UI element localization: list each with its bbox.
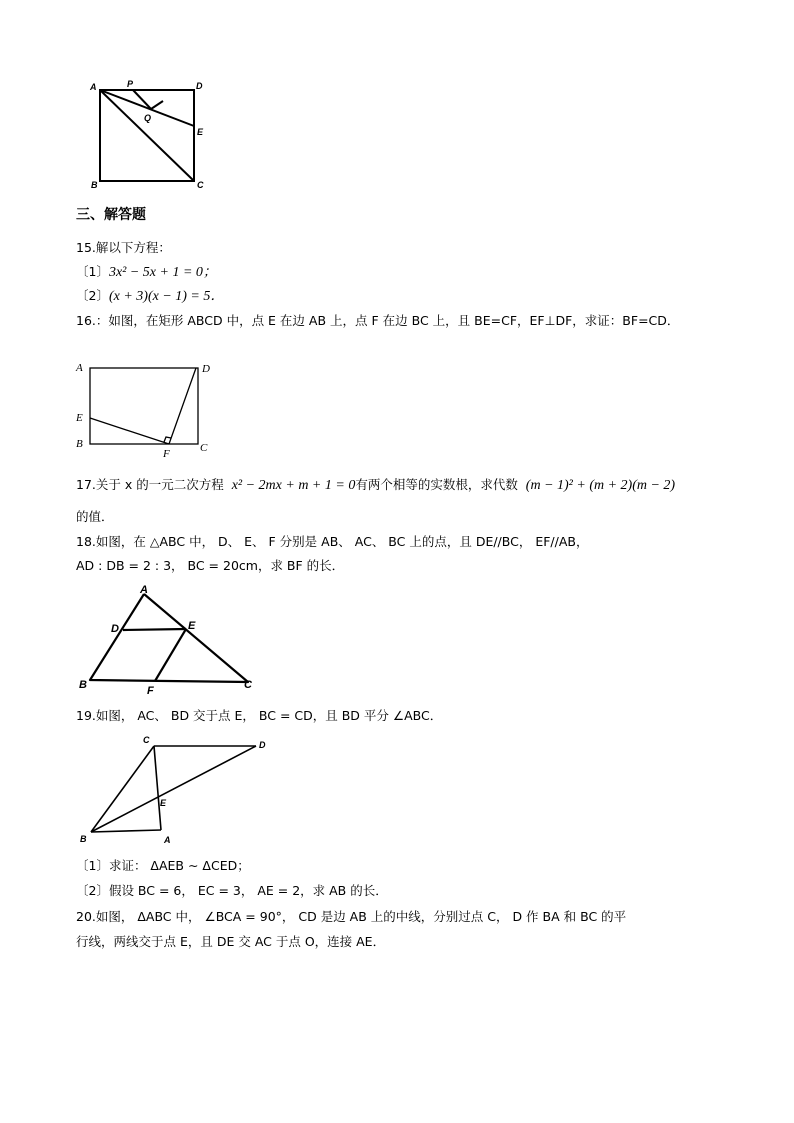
figure-q16 [72, 358, 222, 458]
fig19-label-b: B [80, 834, 87, 844]
q19-stem: 19.如图， AC、 BD 交于点 E， BC = CD，且 BD 平分 ∠ABC． [76, 708, 443, 723]
fig16-label-a: A [76, 362, 83, 374]
figure-q19 [76, 733, 276, 848]
fig16-label-d: D [202, 363, 210, 375]
fig18-label-e: E [188, 620, 196, 632]
fig19-label-e: E [160, 798, 167, 808]
q19-part1: 〔1〕求证： ΔAEB ∼ ΔCED； [76, 858, 250, 873]
section-heading: 三、解答题 [76, 207, 146, 223]
q15-part2-equation: (x + 3)(x − 1) = 5． [108, 289, 225, 304]
fig18-label-a: A [140, 584, 148, 596]
q15-part1-equation: 3x² − 5x + 1 = 0； [108, 265, 217, 280]
q16-text: 16.：如图，在矩形 ABCD 中，点 E 在边 AB 上，点 F 在边 BC 上，且 BE=CF，EF⊥DF，求证：BF=CD． [76, 313, 680, 328]
q19-part2: 〔2〕假设 BC = 6， EC = 3， AE = 2，求 AB 的长． [76, 883, 388, 898]
fig19-label-a: A [164, 835, 171, 845]
q17-line1 [76, 477, 675, 494]
fig16-label-e: E [76, 412, 83, 424]
q17-text-3: 的值． [76, 509, 114, 524]
q17-text-2: 有两个相等的实数根，求代数 [355, 477, 518, 492]
figure-q18 [76, 582, 266, 698]
fig16-label-c: C [200, 442, 208, 454]
fig16-label-f: F [163, 448, 170, 458]
fig14-label-c: C [197, 180, 204, 190]
q20-line1: 20.如图， ΔABC 中， ∠BCA = 90°， CD 是边 AB 上的中线，分别过点 C， D 作 BA 和 BC 的平 [76, 909, 627, 924]
fig14-label-a: A [90, 82, 97, 92]
q18-line2: AD : DB = 2 : 3， BC = 20cm，求 BF 的长． [76, 558, 345, 573]
q15-part2 [76, 288, 224, 305]
q17-expression: (m − 1)² + (m + 2)(m − 2) [525, 478, 676, 493]
q15-part2-label: 〔2〕 [76, 288, 109, 303]
q17-text-1: 17.关于 x 的一元二次方程 [76, 477, 224, 492]
fig14-label-d: D [196, 81, 203, 91]
q18-line1: 18.如图，在 △ABC 中， D、 E、 F 分别是 AB、 AC、 BC 上的点，且 DE//BC， EF//AB， [76, 534, 589, 549]
fig14-label-q: Q [144, 113, 152, 123]
fig14-label-b: B [91, 180, 98, 190]
fig19-label-d: D [259, 740, 266, 750]
fig14-label-e: E [197, 127, 204, 137]
fig14-label-p: P [127, 79, 134, 89]
fig18-label-f: F [147, 685, 154, 697]
q15-stem: 15.解以下方程： [76, 240, 171, 255]
fig16-label-b: B [76, 438, 83, 450]
q15-part1-label: 〔1〕 [76, 264, 109, 279]
fig19-label-c: C [143, 735, 150, 745]
fig18-label-d: D [111, 623, 119, 635]
figure-q14 [85, 78, 215, 193]
fig18-label-b: B [79, 679, 87, 691]
q17-equation: x² − 2mx + m + 1 = 0 [231, 478, 356, 493]
q20-line2: 行线，两线交于点 E，且 DE 交 AC 于点 O，连接 AE． [76, 934, 386, 949]
q15-part1 [76, 264, 217, 281]
fig18-label-c: C [244, 679, 252, 691]
